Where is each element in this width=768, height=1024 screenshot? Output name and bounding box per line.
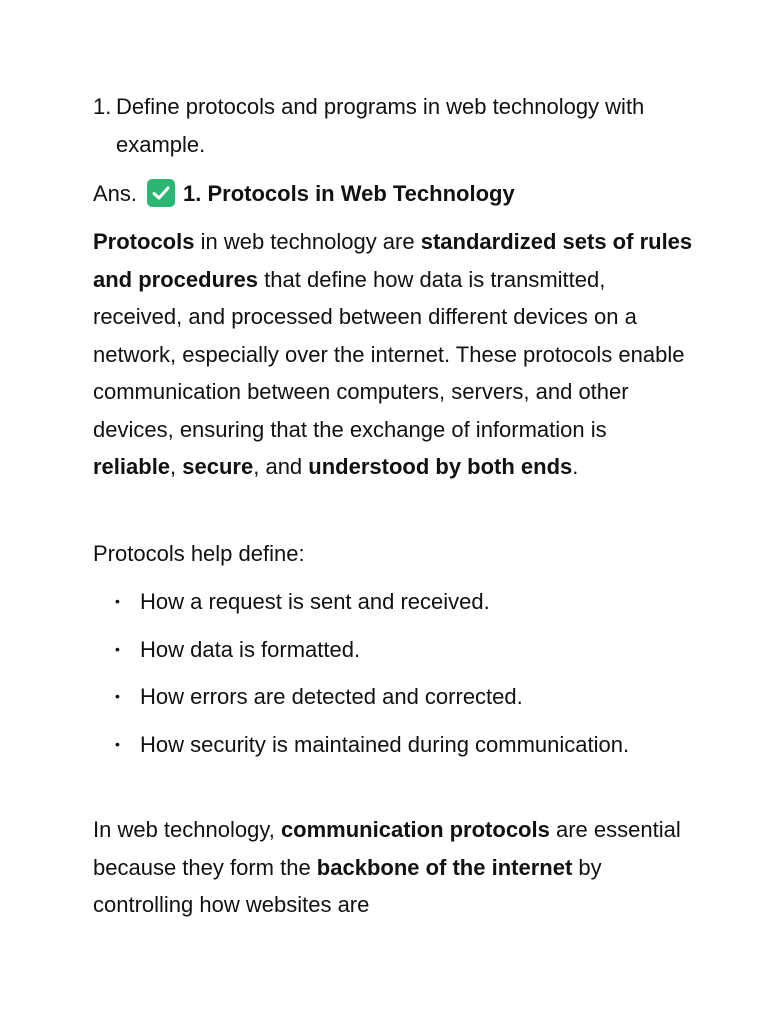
term-understood: understood by both ends: [308, 454, 573, 479]
paragraph-intro: Protocols help define:: [93, 541, 305, 566]
answer-heading-line: [93, 175, 515, 213]
term-protocols: Protocols: [93, 229, 195, 254]
bullet-list: [115, 583, 675, 773]
term-secure: secure: [182, 454, 254, 479]
text-run: In web technology,: [93, 817, 281, 842]
question-text: Define protocols and programs in web technology with example.: [116, 94, 645, 157]
term-standardized-rules: standardized sets of rules and procedures: [93, 229, 693, 292]
question: [93, 88, 653, 164]
paragraph-definition: [93, 223, 693, 486]
text-run: by controlling how websites are: [93, 854, 602, 917]
check-mark-icon: [147, 179, 175, 207]
list-item: • How security is maintained during communication.: [115, 726, 675, 764]
term-communication-protocols: communication protocols: [280, 817, 550, 842]
list-item: • How errors are detected and corrected.: [115, 678, 675, 716]
text-run: ,: [170, 454, 183, 479]
text-run: .: [572, 454, 579, 479]
text-run: are essential because they form the: [93, 817, 681, 880]
question-number: 1.: [93, 94, 112, 119]
term-reliable: reliable: [93, 454, 171, 479]
text-run: in web technology are: [194, 229, 421, 254]
text-run: that define how data is transmitted, received, and processed between different devices on a network, especially over the internet. These protocols enable communication between computers, servers, and other devices, ensuring that the exchange of information is: [93, 266, 685, 442]
answer-prefix: Ans.: [93, 181, 138, 206]
term-backbone: backbone of the internet: [316, 854, 573, 880]
answer-heading: 1. Protocols in Web Technology: [183, 181, 515, 206]
list-item: • How data is formatted.: [115, 631, 675, 669]
list-item: • How a request is sent and received.: [115, 583, 675, 621]
paragraph-importance: [93, 811, 693, 924]
text-run: , and: [253, 454, 309, 479]
